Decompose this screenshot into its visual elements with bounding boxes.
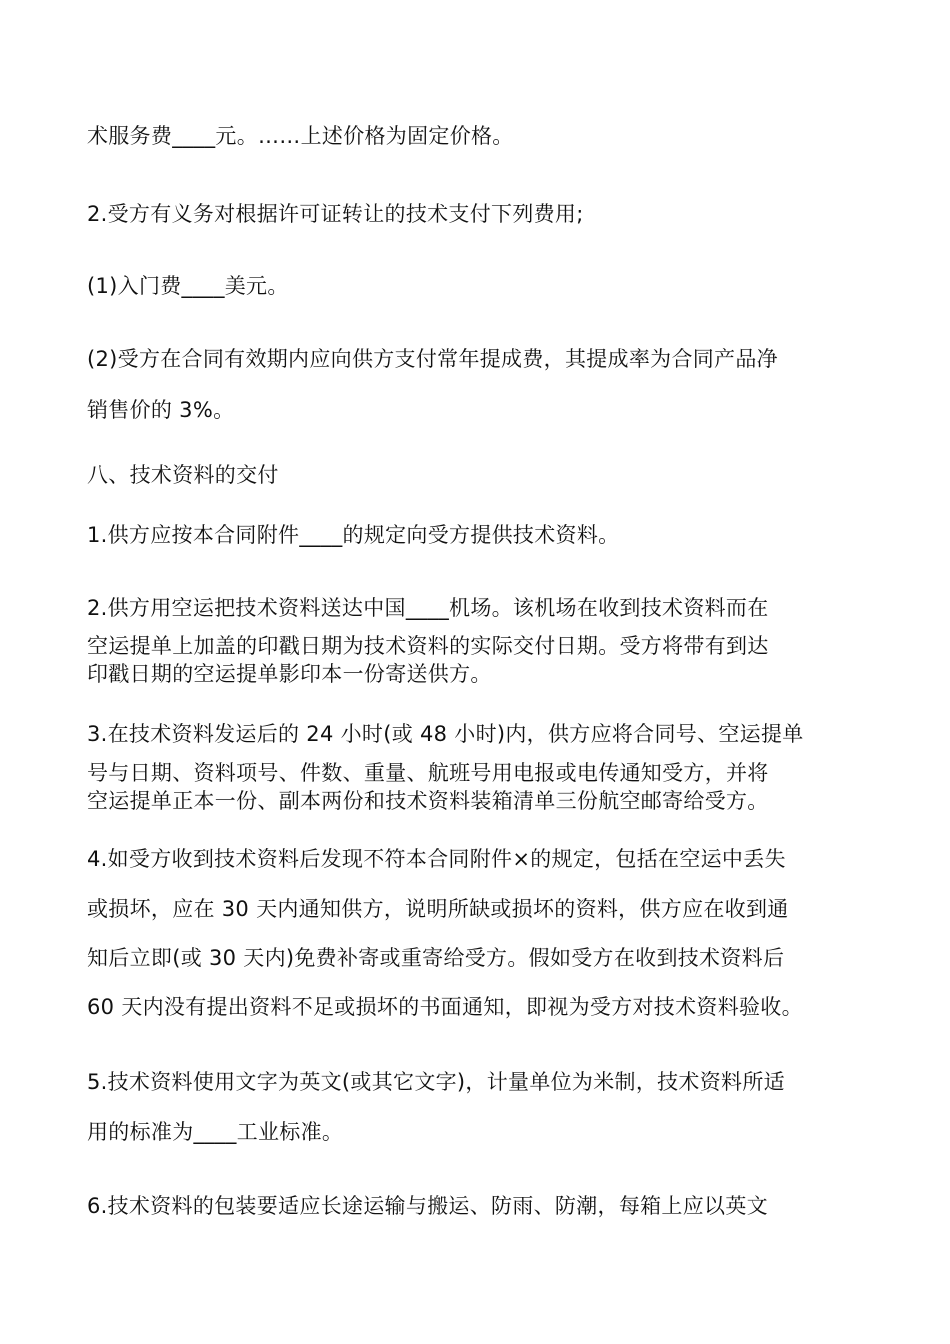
text-line: 60 天内没有提出资料不足或损坏的书面通知，即视为受方对技术资料验收。 — [87, 995, 803, 1019]
text-line: 3.在技术资料发运后的 24 小时(或 48 小时)内，供方应将合同号、空运提单 — [87, 722, 804, 746]
text-line: 2.受方有义务对根据许可证转让的技术支付下列费用; — [87, 202, 584, 226]
text-line: 空运提单正本一份、副本两份和技术资料装箱清单三份航空邮寄给受方。 — [87, 789, 769, 813]
text-line: 用的标准为____工业标准。 — [87, 1120, 344, 1144]
text-line: 1.供方应按本合同附件____的规定向受方提供技术资料。 — [87, 523, 620, 547]
text-line: 印戳日期的空运提单影印本一份寄送供方。 — [87, 662, 492, 686]
text-line: 术服务费____元。……上述价格为固定价格。 — [87, 124, 514, 148]
text-line: 空运提单上加盖的印戳日期为技术资料的实际交付日期。受方将带有到达 — [87, 634, 769, 658]
text-line: 2.供方用空运把技术资料送达中国____机场。该机场在收到技术资料而在 — [87, 596, 769, 620]
text-line: (1)入门费____美元。 — [87, 274, 289, 298]
text-line: 4.如受方收到技术资料后发现不符本合同附件×的规定，包括在空运中丢失 — [87, 847, 786, 871]
text-line: (2)受方在合同有效期内应向供方支付常年提成费，其提成率为合同产品净 — [87, 347, 778, 371]
section-heading: 八、技术资料的交付 — [87, 463, 279, 487]
text-line: 销售价的 3%。 — [87, 398, 235, 422]
text-line: 知后立即(或 30 天内)免费补寄或重寄给受方。假如受方在收到技术资料后 — [87, 946, 785, 970]
text-line: 5.技术资料使用文字为英文(或其它文字)，计量单位为米制，技术资料所适 — [87, 1070, 785, 1094]
text-line: 6.技术资料的包装要适应长途运输与搬运、防雨、防潮，每箱上应以英文 — [87, 1194, 768, 1218]
text-line: 或损坏，应在 30 天内通知供方，说明所缺或损坏的资料，供方应在收到通 — [87, 897, 789, 921]
text-line: 号与日期、资料项号、件数、重量、航班号用电报或电传通知受方，并将 — [87, 761, 769, 785]
